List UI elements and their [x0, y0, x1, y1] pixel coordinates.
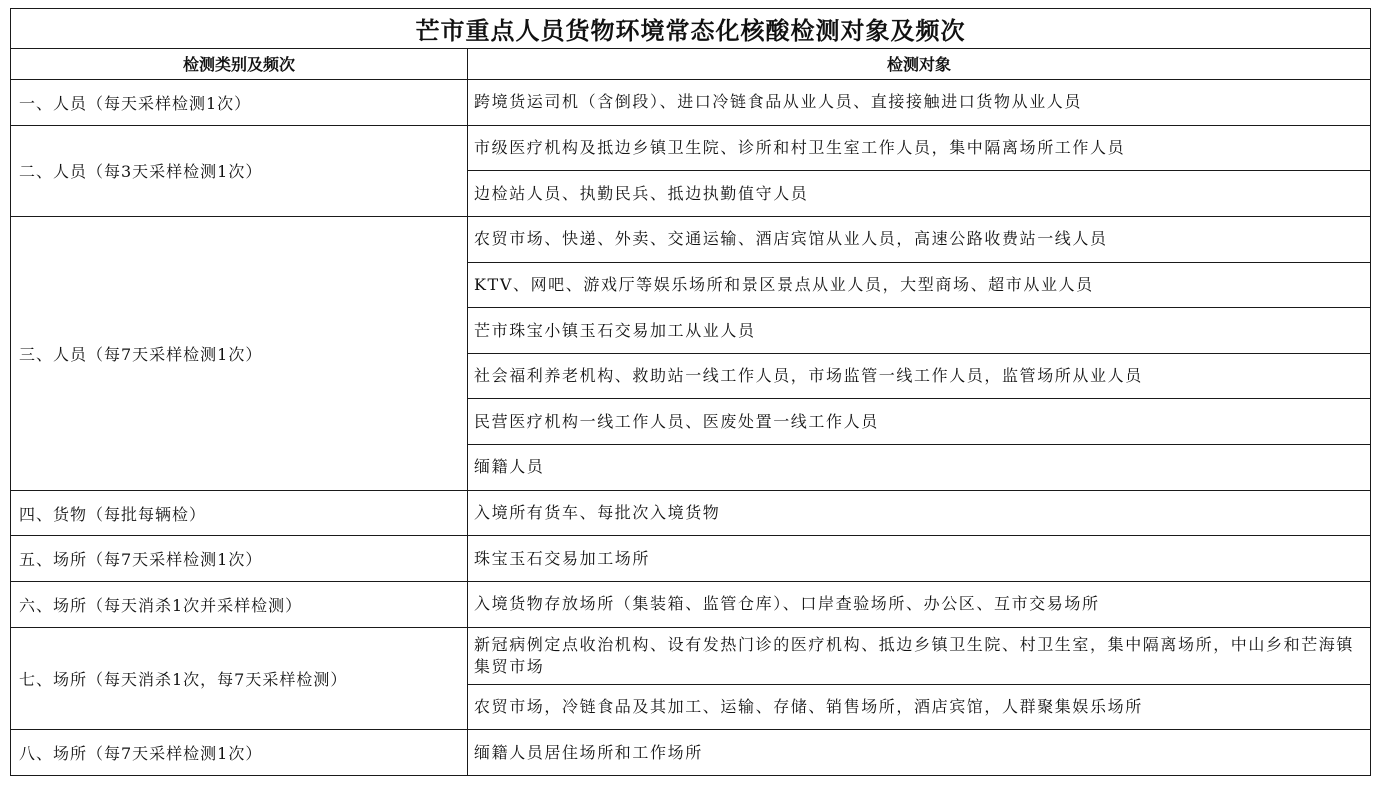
target-cell: 农贸市场、快递、外卖、交通运输、酒店宾馆从业人员，高速公路收费站一线人员	[468, 216, 1371, 262]
category-cell: 七、场所（每天消杀1次，每7天采样检测）	[11, 627, 468, 729]
testing-schedule-table	[10, 8, 1371, 776]
target-cell: 社会福利养老机构、救助站一线工作人员，市场监管一线工作人员，监管场所从业人员	[468, 353, 1371, 399]
target-cell: 入境货物存放场所（集装箱、监管仓库）、口岸查验场所、办公区、互市交易场所	[468, 582, 1371, 628]
category-cell: 五、场所（每7天采样检测1次）	[11, 536, 468, 582]
target-cell: 边检站人员、执勤民兵、抵边执勤值守人员	[468, 171, 1371, 217]
target-cell: 缅籍人员居住场所和工作场所	[468, 730, 1371, 776]
table-row	[11, 490, 1371, 536]
table-row	[11, 80, 1371, 126]
category-cell: 三、人员（每7天采样检测1次）	[11, 216, 468, 490]
target-cell: 缅籍人员	[468, 445, 1371, 491]
target-cell: 民营医疗机构一线工作人员、医废处置一线工作人员	[468, 399, 1371, 445]
table-row	[11, 125, 1371, 171]
target-cell: KTV、网吧、游戏厅等娱乐场所和景区景点从业人员，大型商场、超市从业人员	[468, 262, 1371, 308]
target-cell: 农贸市场，冷链食品及其加工、运输、存储、销售场所，酒店宾馆，人群聚集娱乐场所	[468, 684, 1371, 730]
header-target: 检测对象	[468, 48, 1371, 79]
category-cell: 一、人员（每天采样检测1次）	[11, 80, 468, 126]
target-cell: 入境所有货车、每批次入境货物	[468, 490, 1371, 536]
table-row	[11, 627, 1371, 684]
table-row	[11, 216, 1371, 262]
category-cell: 二、人员（每3天采样检测1次）	[11, 125, 468, 216]
target-cell: 市级医疗机构及抵边乡镇卫生院、诊所和村卫生室工作人员，集中隔离场所工作人员	[468, 125, 1371, 171]
target-cell: 跨境货运司机（含倒段）、进口冷链食品从业人员、直接接触进口货物从业人员	[468, 80, 1371, 126]
table-row	[11, 536, 1371, 582]
category-cell: 四、货物（每批每辆检）	[11, 490, 468, 536]
target-cell: 珠宝玉石交易加工场所	[468, 536, 1371, 582]
table-row	[11, 730, 1371, 776]
table-title: 芒市重点人员货物环境常态化核酸检测对象及频次	[11, 9, 1371, 49]
table-row	[11, 582, 1371, 628]
table-body	[11, 9, 1371, 776]
header-category: 检测类别及频次	[11, 48, 468, 79]
target-cell: 芒市珠宝小镇玉石交易加工从业人员	[468, 308, 1371, 354]
category-cell: 六、场所（每天消杀1次并采样检测）	[11, 582, 468, 628]
target-cell: 新冠病例定点收治机构、设有发热门诊的医疗机构、抵边乡镇卫生院、村卫生室，集中隔离场所，中山乡和芒海镇集贸市场	[468, 627, 1371, 684]
category-cell: 八、场所（每7天采样检测1次）	[11, 730, 468, 776]
